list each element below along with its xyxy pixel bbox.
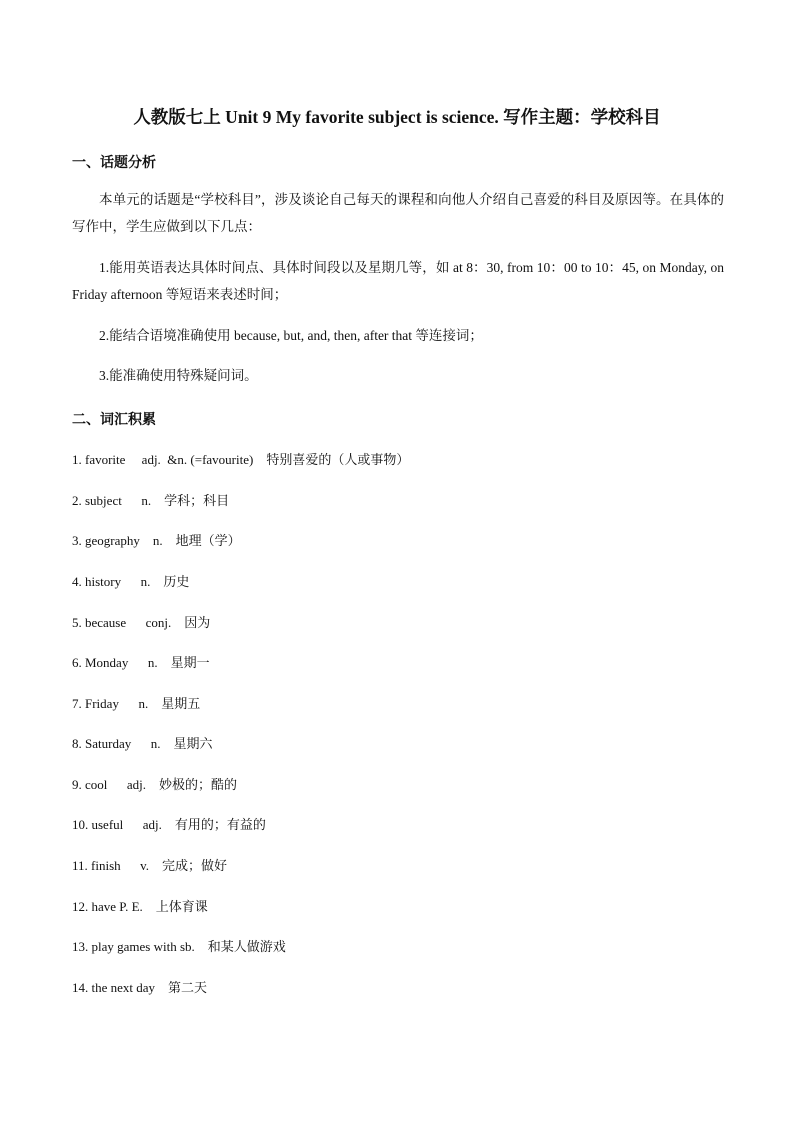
- point-2-paragraph: 2.能结合语境准确使用 because, but, and, then, after that 等连接词；: [99, 328, 483, 343]
- vocab-item: 11. finish v. 完成；做好: [72, 858, 228, 873]
- vocab-item: 8. Saturday n. 星期六: [72, 736, 213, 751]
- vocab-item: 10. useful adj. 有用的；有益的: [72, 817, 266, 832]
- section-heading-topic-analysis: 一、话题分析: [72, 156, 156, 171]
- intro-paragraph: 本单元的话题是“学校科目”，涉及谈论自己每天的课程和向他人介绍自己喜爱的科目及原因等。在具体的写作中，学生应做到以下几点：: [72, 192, 724, 234]
- vocab-item: 14. the next day 第二天: [72, 980, 208, 995]
- vocab-item: 5. because conj. 因为: [72, 615, 211, 630]
- vocab-item: 4. history n. 历史: [72, 574, 190, 589]
- vocab-item: 9. cool adj. 妙极的；酷的: [72, 777, 238, 792]
- page-title: 人教版七上 Unit 9 My favorite subject is science. 写作主题：学校科目: [133, 107, 661, 127]
- vocab-item: 12. have P. E. 上体育课: [72, 899, 208, 914]
- point-1-paragraph: 1.能用英语表达具体时间点、具体时间段以及星期几等，如 at 8：30, from 10：00 to 10：45, on Monday, on Friday afternoon 等短语来表述时间；: [72, 260, 724, 302]
- vocab-item: 1. favorite adj. &n. (=favourite) 特别喜爱的（人或事物）: [72, 452, 410, 467]
- vocab-item: 7. Friday n. 星期五: [72, 696, 201, 711]
- vocab-item: 3. geography n. 地理（学）: [72, 533, 241, 548]
- vocab-item: 6. Monday n. 星期一: [72, 655, 210, 670]
- vocab-item: 13. play games with sb. 和某人做游戏: [72, 939, 286, 954]
- point-3-paragraph: 3.能准确使用特殊疑问词。: [99, 368, 258, 383]
- vocab-item: 2. subject n. 学科；科目: [72, 493, 230, 508]
- section-heading-vocabulary: 二、词汇积累: [72, 413, 156, 428]
